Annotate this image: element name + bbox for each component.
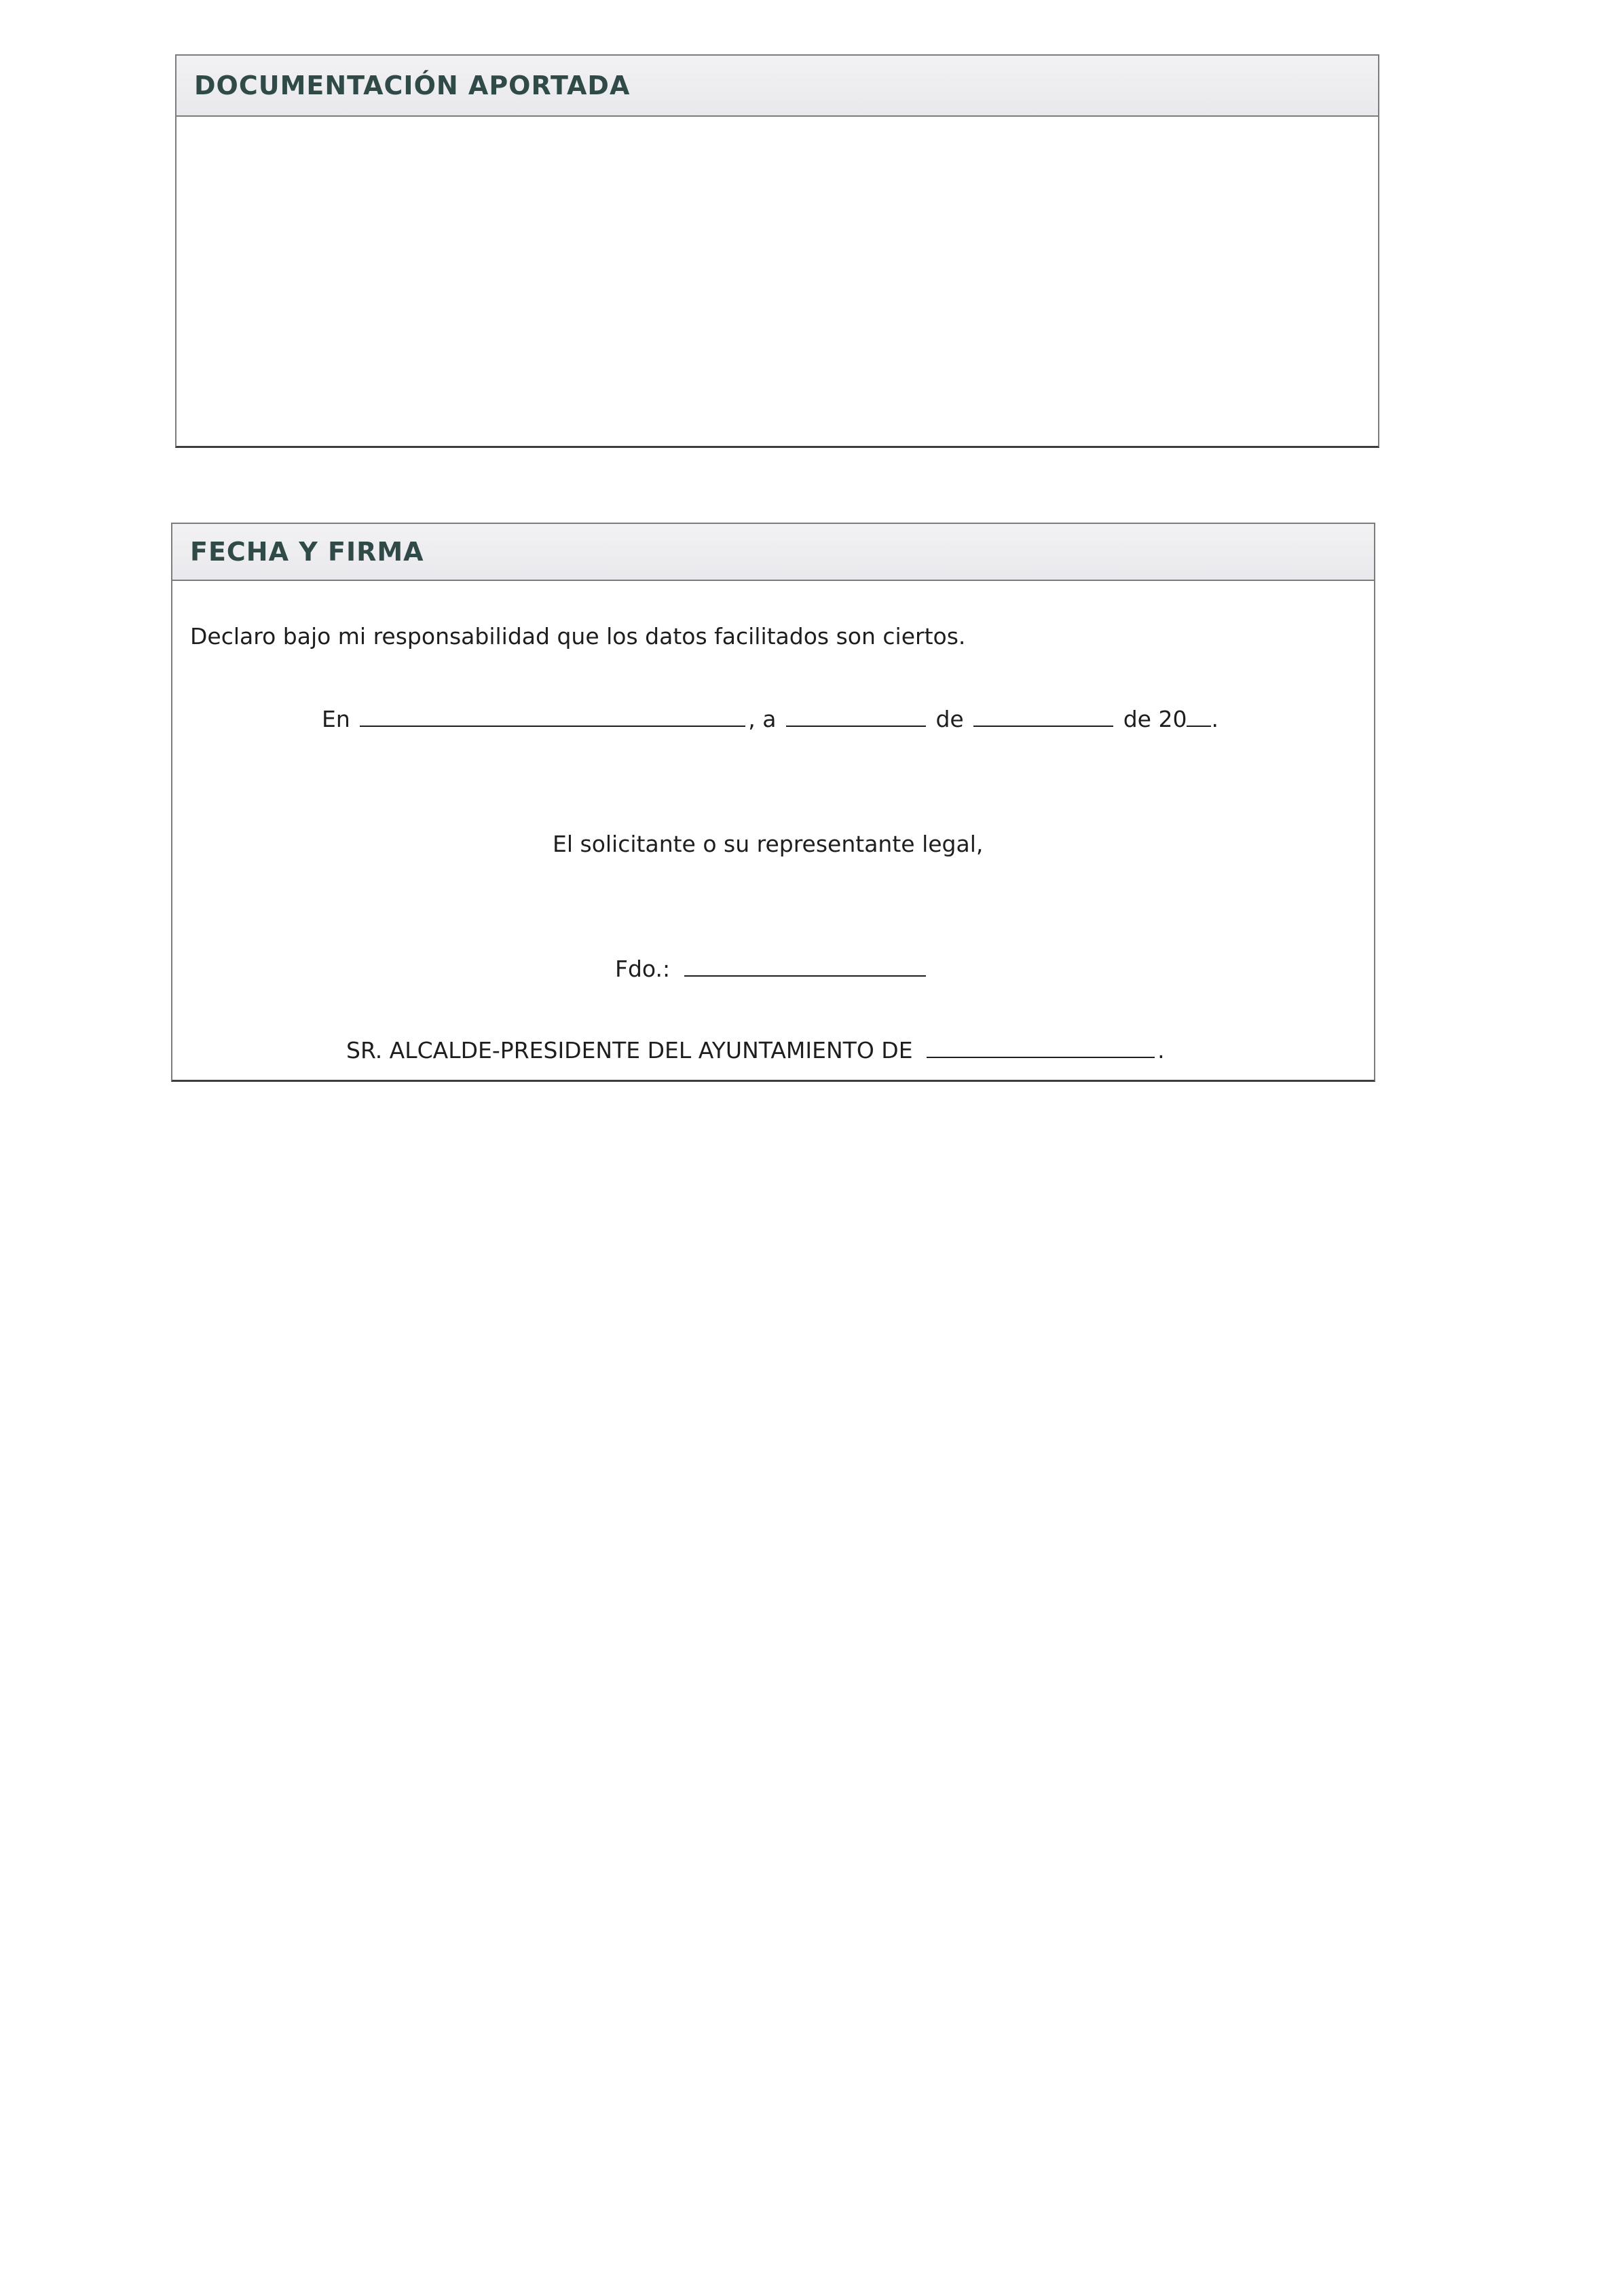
- applicant-text: El solicitante o su representante legal,: [553, 831, 984, 857]
- month-blank[interactable]: [973, 725, 1113, 727]
- place-label: En: [322, 706, 350, 732]
- documentacion-aportada-header: [176, 56, 1378, 117]
- addressee-label: SR. ALCALDE-PRESIDENTE DEL AYUNTAMIENTO DE: [346, 1037, 913, 1064]
- date-end: .: [1211, 706, 1218, 732]
- month-label: de: [935, 706, 964, 732]
- fecha-y-firma-header: [172, 524, 1374, 581]
- addressee-line: [346, 1037, 1165, 1064]
- day-label: , a: [748, 706, 777, 732]
- documentacion-aportada-field[interactable]: [176, 117, 1378, 446]
- place-blank[interactable]: [360, 725, 745, 727]
- signature-line: [615, 956, 929, 982]
- signature-blank[interactable]: [684, 975, 926, 977]
- declaration-text: Declaro bajo mi responsabilidad que los datos facilitados son ciertos.: [190, 623, 966, 650]
- day-blank[interactable]: [786, 725, 926, 727]
- fdo-label: Fdo.:: [615, 956, 671, 982]
- documentacion-aportada-title: DOCUMENTACIÓN APORTADA: [194, 71, 631, 100]
- fecha-y-firma-title: FECHA Y FIRMA: [190, 537, 424, 567]
- place-date-line: [322, 706, 1218, 732]
- municipality-blank[interactable]: [927, 1056, 1155, 1058]
- year-blank[interactable]: [1187, 725, 1211, 727]
- addressee-end: .: [1157, 1037, 1165, 1064]
- fecha-y-firma-section: [171, 523, 1375, 1082]
- documentacion-aportada-section: [175, 54, 1379, 448]
- year-label: de 20: [1123, 706, 1187, 732]
